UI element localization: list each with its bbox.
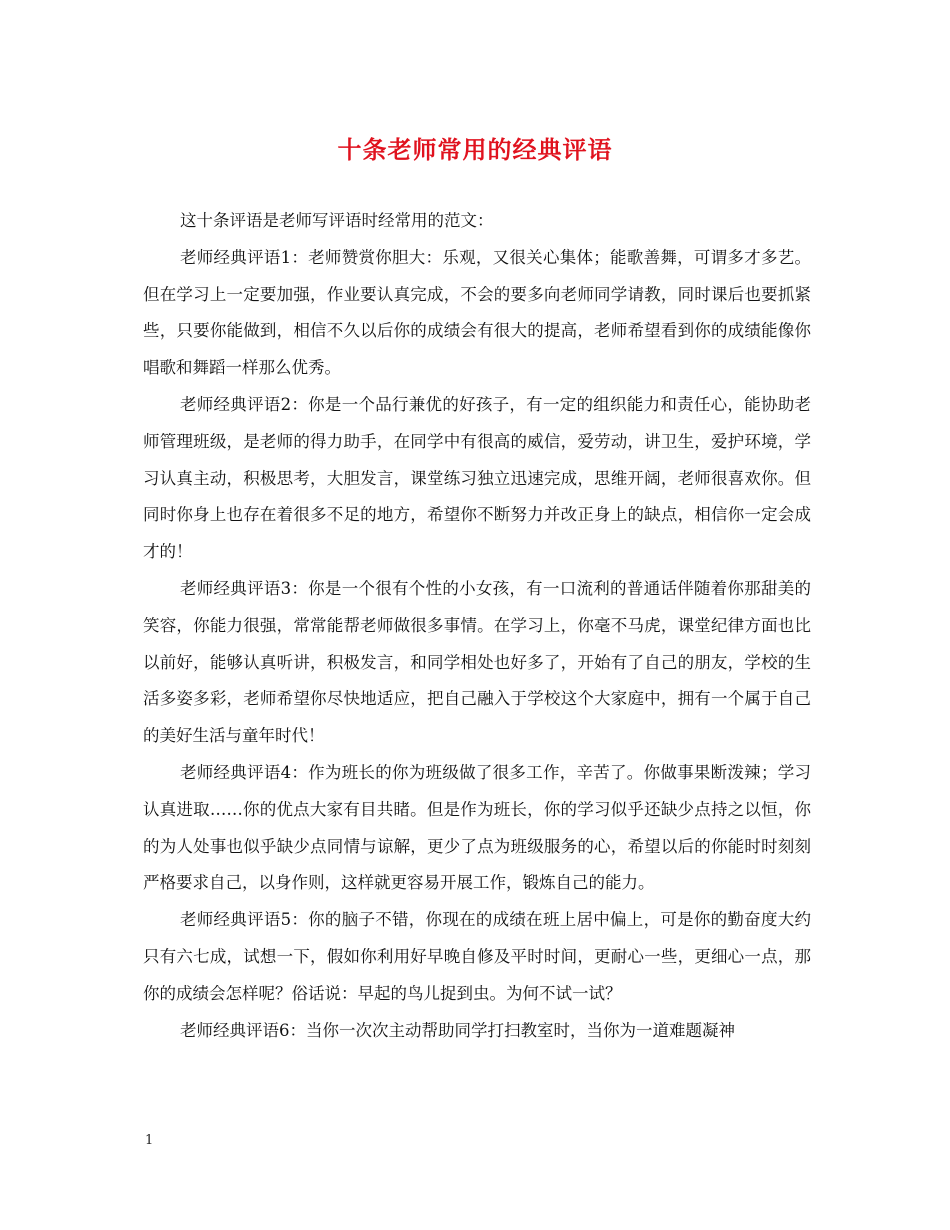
document-body	[143, 203, 811, 1049]
comment-paragraph-2: 老师经典评语2：你是一个品行兼优的好孩子，有一定的组织能力和责任心，能协助老师管理班级，是老师的得力助手，在同学中有很高的威信，爱劳动，讲卫生，爱护环境，学习认真主动，积极思考，大胆发言，课堂练习独立迅速完成，思维开阔，老师很喜欢你。但同时你身上也存在着很多不足的地方，希望你不断努力并改正身上的缺点，相信你一定会成才的！	[143, 394, 811, 562]
comment-paragraph-4: 老师经典评语4：作为班长的你为班级做了很多工作，辛苦了。你做事果断泼辣；学习认真进取……你的优点大家有目共睹。但是作为班长，你的学习似乎还缺少点持之以恒，你的为人处事也似乎缺少点同情与谅解，更少了点为班级服务的心，希望以后的你能时时刻刻严格要求自己，以身作则，这样就更容易开展工作，锻炼自己的能力。	[143, 762, 811, 893]
comment-paragraph-1: 老师经典评语1：老师赞赏你胆大：乐观，又很关心集体；能歌善舞，可谓多才多艺。但在学习上一定要加强，作业要认真完成，不会的要多向老师同学请教，同时课后也要抓紧些，只要你能做到，相信不久以后你的成绩会有很大的提高，老师希望看到你的成绩能像你唱歌和舞蹈一样那么优秀。	[143, 247, 811, 378]
comment-paragraph-3: 老师经典评语3：你是一个很有个性的小女孩，有一口流利的普通话伴随着你那甜美的笑容，你能力很强，常常能帮老师做很多事情。在学习上，你毫不马虎，课堂纪律方面也比以前好，能够认真听讲，积极发言，和同学相处也好多了，开始有了自己的朋友，学校的生活多姿多彩，老师希望你尽快地适应，把自己融入于学校这个大家庭中，拥有一个属于自己的美好生活与童年时代！	[143, 578, 811, 746]
comment-paragraph-5: 老师经典评语5：你的脑子不错，你现在的成绩在班上居中偏上，可是你的勤奋度大约只有六七成，试想一下，假如你利用好早晚自修及平时时间，更耐心一些，更细心一点，那你的成绩会怎样呢？俗话说：早起的鸟儿捉到虫。为何不试一试？	[143, 910, 811, 1003]
intro-paragraph: 这十条评语是老师写评语时经常用的范文：	[180, 211, 494, 230]
page-number: 1	[145, 1133, 154, 1148]
comment-paragraph-6: 老师经典评语6：当你一次次主动帮助同学打扫教室时，当你为一道难题凝神	[180, 1020, 735, 1040]
document-title: 十条老师常用的经典评语	[337, 135, 613, 164]
